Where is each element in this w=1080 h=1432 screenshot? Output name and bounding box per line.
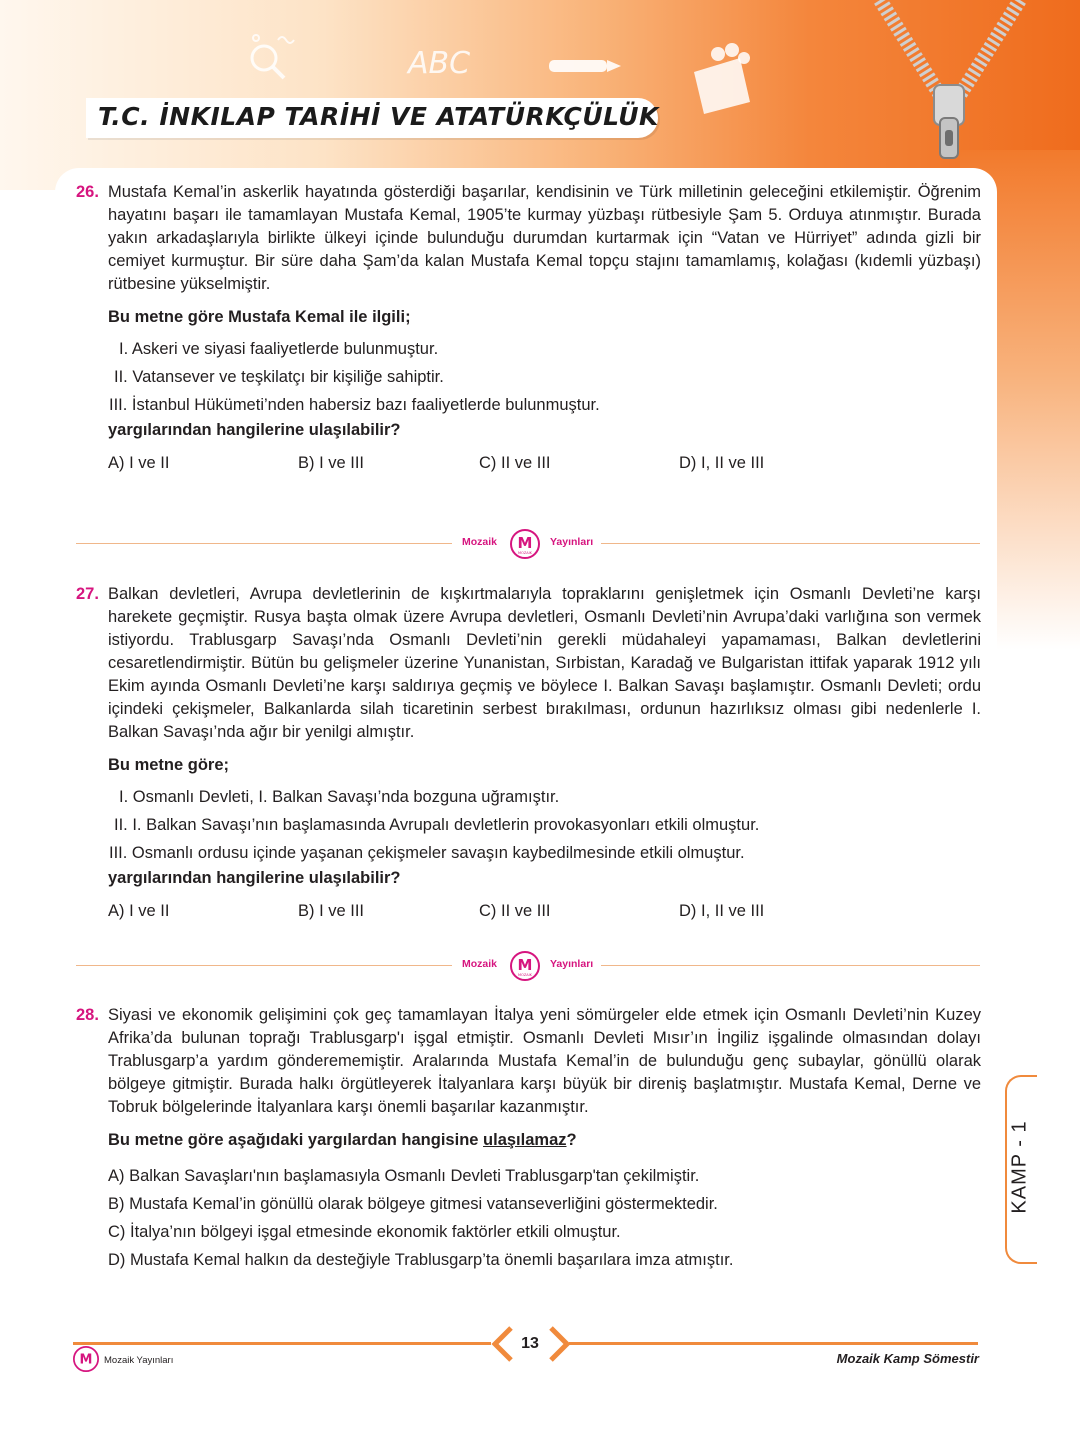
mozaik-logo-icon [510, 529, 540, 559]
page-number: 13 [521, 1335, 539, 1352]
option-d[interactable]: D) Mustafa Kemal halkın da desteğiyle Trablusgarp’ta önemli başarılara imza atmıştır. [108, 1251, 734, 1269]
divider-brand-right: Yayınları [550, 958, 594, 970]
footer-line-left [73, 1342, 491, 1345]
question-number: 28. [76, 1006, 99, 1024]
footer-logo-icon [73, 1346, 99, 1372]
chevron-right-icon [545, 1324, 575, 1364]
side-tab-label: KAMP - 1 [1008, 1120, 1031, 1214]
question-text: Balkan devletleri, Avrupa devletlerinin de kışkırtmalarıyla topraklarını genişletmek için Osmanlı Devleti’ne karşı harekete geçmiştir. Rusya başta olmak üzere Avrupa devletleri, Osmanlı Devleti’nin Avrupa’daki varlığına son vermek istiyordu. Trablusgarp Savaşı’nda Osmanlı Devleti’nin gerekli müdahaleyi yapamaması, Balkan devletlerini cesaretlendirmiştir. Bütün bu gelişmeler üzerine Yunanistan, Sırbistan, Karadağ ve Bulgaristan ittifak yaparak 1912 yılı Ekim ayında Osmanlı Devleti’ne karşı saldırıya geçmiş ve böylece I. Balkan Savaşı başlamıştır. Osmanlı Devleti; ordu içindeki çekişmeler, Balkanlarda silah ticaretinin serbest bırakılması, ordunun hazırlıksız olması gibi nedenlerle I. Balkan Savaşı’nda ağır bir yenilgi almıştır. [108, 585, 981, 741]
option-c[interactable]: C) İtalya’nın bölgeyi işgal etmesinde ekonomik faktörler etkili olmuştur. [108, 1223, 621, 1241]
mozaik-logo-icon [510, 951, 540, 981]
divider-brand-left: Mozaik [462, 958, 498, 970]
question-prompt: Bu metne göre Mustafa Kemal ile ilgili; [108, 308, 411, 326]
question-ask: yargılarından hangilerine ulaşılabilir? [108, 421, 401, 439]
basket-doodle-icon [688, 36, 768, 116]
svg-text:MOZAIK: MOZAIK [518, 973, 532, 977]
svg-text:MOZAIK: MOZAIK [518, 551, 532, 555]
option-d[interactable]: D) I, II ve III [679, 902, 765, 920]
abc-doodle: ABC [408, 46, 471, 81]
statement-1: I. Osmanlı Devleti, I. Balkan Savaşı’nda bozguna uğramıştır. [119, 788, 560, 806]
statement-list [108, 335, 981, 419]
svg-text:M: M [517, 956, 533, 974]
page-title: T.C. İNKILAP TARİHİ VE ATATÜRKÇÜLÜK [98, 102, 659, 131]
option-b[interactable]: B) Mustafa Kemal’in gönüllü olarak bölgeye gitmesi vatanseverliğini göstermektedir. [108, 1195, 718, 1213]
option-b[interactable]: B) I ve III [298, 454, 365, 472]
question-prompt: Bu metne göre aşağıdaki yargılardan hangisine ulaşılamaz? [108, 1131, 577, 1149]
section-divider [76, 532, 980, 556]
question-26 [76, 181, 981, 475]
divider-brand-left: Mozaik [462, 536, 498, 548]
svg-text:M: M [517, 534, 533, 552]
option-a[interactable]: A) I ve II [108, 902, 170, 920]
option-d[interactable]: D) I, II ve III [679, 454, 765, 472]
question-28 [76, 1004, 981, 1274]
question-27 [76, 583, 981, 923]
statement-3: III. İstanbul Hükümeti’nden habersiz bazı faaliyetlerde bulunmuştur. [109, 396, 600, 414]
question-text: Siyasi ve ekonomik gelişimini çok geç tamamlayan İtalya yeni sömürgeler elde etmek için Osmanlı Devleti’nin Kuzey Afrika’da bulunan toprağı Trablusgarp'ı işgal etmiştir. Osmanlı Devleti Mısır’ın İngiliz işgalinde olmasından dolayı Trablusgarp’a yardım gönderememiştir. Aralarında Mustafa Kemal’in de bulunduğu genç subaylar, gönüllü olarak bölgeye gitmiştir. Burada halkı örgütleyerek İtalyanlara karşı büyük bir direniş başlatmıştır. Mustafa Kemal, Derne ve Tobruk bölgelerinde İtalyanlara karşı önemli başarılar kazanmıştır. [108, 1006, 981, 1116]
answer-options [108, 900, 981, 923]
footer-brand-right: Mozaik Kamp Sömestir [836, 1351, 979, 1366]
statement-3: III. Osmanlı ordusu içinde yaşanan çekişmeler savaşın kaybedilmesinde etkili olmuştur. [109, 844, 745, 862]
section-divider [76, 954, 980, 978]
question-ask: yargılarından hangilerine ulaşılabilir? [108, 869, 401, 887]
zipper-icon [870, 0, 1070, 170]
option-c[interactable]: C) II ve III [479, 902, 551, 920]
statement-1: I. Askeri ve siyasi faaliyetlerde bulunmuştur. [119, 340, 439, 358]
svg-text:M: M [79, 1352, 93, 1368]
option-a[interactable]: A) I ve II [108, 454, 170, 472]
negation-emphasis: ulaşılamaz [483, 1131, 567, 1149]
question-number: 27. [76, 585, 99, 603]
option-b[interactable]: B) I ve III [298, 902, 365, 920]
question-prompt: Bu metne göre; [108, 756, 230, 774]
divider-brand-right: Yayınları [550, 536, 594, 548]
option-c[interactable]: C) II ve III [479, 454, 551, 472]
answer-options [108, 1162, 981, 1274]
footer-brand-left: Mozaik Yayınları [104, 1355, 174, 1366]
statement-list [108, 783, 981, 867]
pencil-icon [545, 52, 625, 82]
question-number: 26. [76, 183, 99, 201]
footer-line-right [569, 1342, 978, 1345]
magnifier-icon [244, 32, 304, 82]
statement-2: II. Vatansever ve teşkilatçı bir kişiliğe sahiptir. [114, 368, 444, 386]
statement-2: II. I. Balkan Savaşı’nın başlamasında Avrupalı devletlerin provokasyonları etkili olmuştur. [114, 816, 760, 834]
option-a[interactable]: A) Balkan Savaşları'nın başlamasıyla Osmanlı Devleti Trablusgarp'tan çekilmiştir. [108, 1167, 700, 1185]
question-text: Mustafa Kemal’in askerlik hayatında gösterdiği başarılar, kendisinin ve Türk milletinin geleceğini etkilemiştir. Öğrenim hayatını başarı ile tamamlayan Mustafa Kemal, 1905’te kurmay yüzbaşı rütbesiyle Şam 5. Orduya atınmıştır. Burada yakın arkadaşlarıyla birlikte ülkeyi içinde bulunduğu durumdan kurtarmak için “Vatan ve Hürriyet” adında gizli bir cemiyet kurmuştur. Bir süre daha Şam’da kalan Mustafa Kemal topçu stajını tamamlamış, kolağası (kıdemli yüzbaşı) rütbesine yükselmiştir. [108, 183, 981, 293]
answer-options [108, 452, 981, 475]
